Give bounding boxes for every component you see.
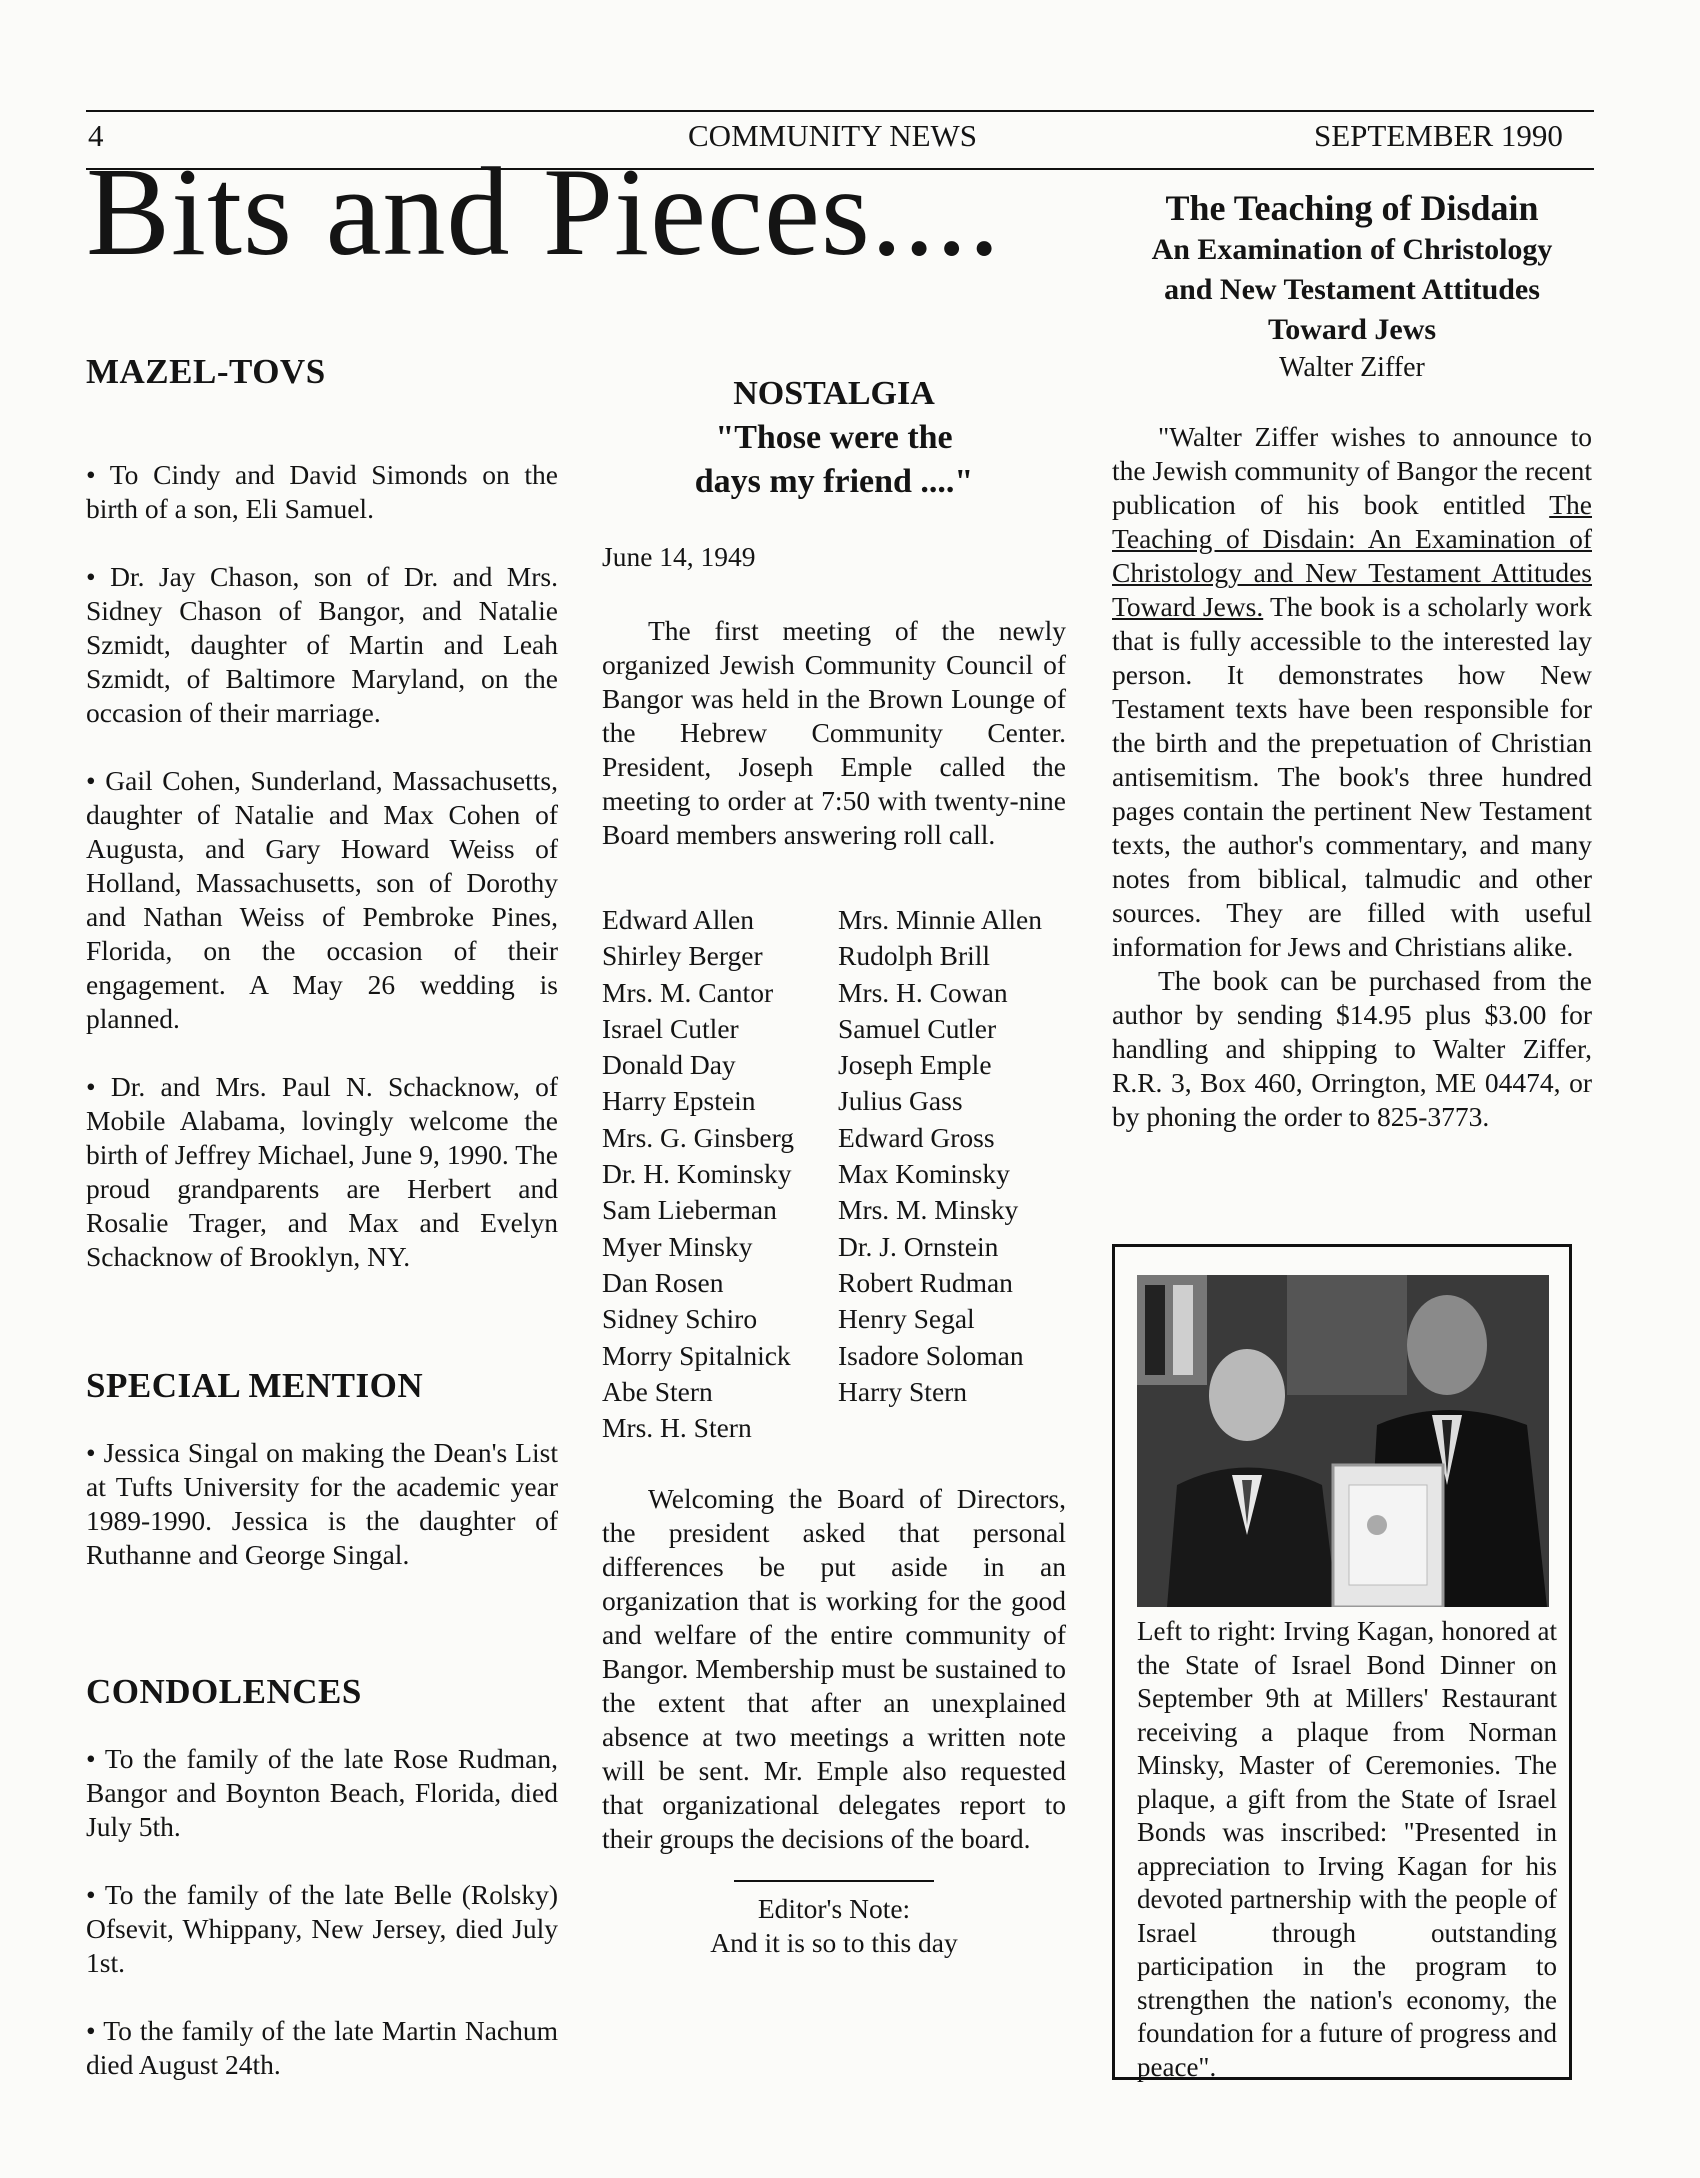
book-article-paragraph-1	[1112, 420, 1592, 964]
board-member-name: Myer Minsky	[602, 1230, 753, 1262]
nostalgia-heading: NOSTALGIA	[733, 375, 935, 412]
book-article-title: The Teaching of Disdain	[1165, 188, 1539, 228]
board-member-name: Joseph Emple	[838, 1049, 992, 1081]
book-article-subtitle-3: Toward Jews	[1267, 313, 1437, 346]
condolence-item: • To the family of the late Martin Nachum died August 24th.	[86, 2015, 558, 2080]
condolence-item: • To the family of the late Rose Rudman, Bangor and Boynton Beach, Florida, died July 5th.	[86, 1743, 558, 1842]
board-member-name: Mrs. M. Cantor	[602, 976, 774, 1008]
nostalgia-subheading-line-1: "Those were the	[715, 419, 953, 456]
board-member-name: Henry Segal	[838, 1303, 975, 1335]
board-member-name: Sidney Schiro	[602, 1303, 758, 1335]
award-photo-image	[1137, 1275, 1549, 1607]
editors-note-label: Editor's Note:	[757, 1893, 911, 1925]
nostalgia-column	[602, 372, 1066, 1960]
editors-note-text: And it is so to this day	[710, 1927, 958, 1959]
book-title-underlined: The Teaching of Disdain: An Examination of Christology and New Testament Attitudes Toward Jews.	[1112, 489, 1592, 622]
board-member-name: Harry Stern	[838, 1375, 968, 1407]
board-member-name	[838, 1410, 1058, 1446]
board-member-name: Abe Stern	[602, 1375, 713, 1407]
editors-note-divider	[734, 1880, 934, 1882]
page-title: Bits and Pieces....	[86, 143, 1001, 282]
book-article-paragraph-2: The book can be purchased from the author by sending $14.95 plus $3.00 for handling and shipping to Walter Ziffer, R.R. 3, Box 460, Orrington, ME 04474, or by phoning the order to 825-3773.	[1112, 965, 1592, 1132]
board-member-name: Edward Gross	[838, 1121, 995, 1153]
issue-date: SEPTEMBER 1990	[1314, 118, 1563, 153]
left-column	[86, 352, 558, 2116]
mazel-tov-item: • To Cindy and David Simonds on the birth of a son, Eli Samuel.	[86, 459, 558, 524]
photo-caption: Left to right: Irving Kagan, honored at the State of Israel Bond Dinner on September 9th at Millers' Restaurant receiving a plaque from Norman Minsky, Master of Ceremonies. The plaque, a gift from the State of Israel Bonds was inscribed: "Presented in appreciation to Irving Kagan for his devoted partnership with the people of Israel through outstanding participation in the program to strengthen the nation's economy, the foundation for a future of progress and peace".	[1137, 1616, 1557, 2082]
book-article-subtitle-1: An Examination of Christology	[1151, 233, 1553, 266]
board-member-name: Julius Gass	[838, 1085, 963, 1117]
mazel-tov-item: • Dr. and Mrs. Paul N. Schacknow, of Mobile Alabama, lovingly welcome the birth of Jeffrey Michael, June 9, 1990. The proud grandparents are Herbert and Rosalie Trager, and Max and Evelyn Schacknow of Brooklyn, NY.	[86, 1071, 558, 1272]
board-member-name: Samuel Cutler	[838, 1012, 997, 1044]
board-member-name: Dan Rosen	[602, 1266, 724, 1298]
board-member-name: Harry Epstein	[602, 1085, 756, 1117]
board-member-name: Israel Cutler	[602, 1012, 739, 1044]
award-photo	[1137, 1275, 1549, 1607]
board-member-name: Max Kominsky	[838, 1158, 1010, 1190]
publication-name: COMMUNITY NEWS	[688, 118, 978, 153]
board-member-name: Robert Rudman	[838, 1266, 1013, 1298]
board-member-name: Mrs. H. Stern	[602, 1412, 752, 1444]
board-member-name: Mrs. G. Ginsberg	[602, 1121, 794, 1153]
board-member-name: Edward Allen	[602, 904, 754, 935]
board-member-name: Shirley Berger	[602, 940, 763, 972]
book-article-body: The book is a scholarly work that is fully accessible to the interested lay person. It demonstrates how New Testament texts have been responsible for the birth and the prepetuation of Christian antisemitism. The book's three hundred pages contain the pertinent New Testament texts, the author's commentary, and many notes from biblical, talmudic and other sources. They are filled with useful information for Jews and Christians alike.	[1112, 591, 1592, 962]
board-member-name: Donald Day	[602, 1049, 736, 1081]
board-member-name: Morry Spitalnick	[602, 1339, 791, 1371]
mazel-tov-item: • Dr. Jay Chason, son of Dr. and Mrs. Sidney Chason of Bangor, and Natalie Szmidt, daughter of Martin and Leah Szmidt, of Baltimore Maryland, on the occasion of their marriage.	[86, 561, 558, 728]
board-member-name: Rudolph Brill	[838, 940, 991, 972]
nostalgia-date: June 14, 1949	[602, 541, 756, 572]
nostalgia-paragraph-1: The first meeting of the newly organized Jewish Community Council of Bangor was held in the Brown Lounge of the Hebrew Community Center. President, Joseph Emple called the meeting to order at 7:50 with twenty-nine Board members answering roll call.	[602, 615, 1066, 850]
special-mention-item: • Jessica Singal on making the Dean's List at Tufts University for the academic year 1989-1990. Jessica is the daughter of Ruthanne and George Singal.	[86, 1437, 558, 1570]
board-member-name: Mrs. M. Minsky	[838, 1194, 1019, 1226]
nostalgia-subheading-line-2: days my friend ...."	[694, 463, 974, 500]
book-article-subtitle-2: and New Testament Attitudes	[1164, 273, 1540, 306]
board-member-name: Dr. H. Kominsky	[602, 1158, 792, 1190]
nostalgia-paragraph-2: Welcoming the Board of Directors, the president asked that personal differences be put aside in an organization that is working for the good and welfare of the entire community of Bangor. Membership must be sustained to the extent that after an unexplained absence at two meetings a written note will be sent. Mr. Emple also requested that organizational delegates report to their groups the decisions of the board.	[602, 1483, 1066, 1855]
board-member-name: Dr. J. Ornstein	[838, 1230, 999, 1262]
special-mention-heading: SPECIAL MENTION	[86, 1366, 424, 1405]
board-member-name: Isadore Soloman	[838, 1339, 1024, 1371]
board-member-name: Mrs. H. Cowan	[838, 976, 1008, 1008]
board-member-name: Mrs. Minnie Allen	[838, 904, 1042, 935]
condolence-item: • To the family of the late Belle (Rolsky) Ofsevit, Whippany, New Jersey, died July 1st.	[86, 1879, 558, 1978]
mazel-tov-item: • Gail Cohen, Sunderland, Massachusetts, daughter of Natalie and Max Cohen of Augusta, and Gary Howard Weiss of Holland, Massachusetts, son of Dorothy and Nathan Weiss of Pembroke Pines, Florida, on the occasion of their engagement. A May 26 wedding is planned.	[86, 765, 558, 1034]
mazel-tovs-heading: MAZEL-TOVS	[86, 352, 326, 391]
photo-box	[1112, 1244, 1572, 2080]
header-top-rule	[86, 110, 1594, 112]
board-member-name: Sam Lieberman	[602, 1194, 777, 1226]
condolences-heading: CONDOLENCES	[86, 1672, 362, 1711]
book-article-author: Walter Ziffer	[1279, 352, 1425, 383]
book-article-intro: "Walter Ziffer wishes to announce to the Jewish community of Bangor the recent publication of his book entitled	[1112, 421, 1592, 520]
board-members-list	[602, 902, 1066, 1446]
page-number: 4	[88, 118, 104, 153]
book-article-column	[1112, 186, 1592, 1168]
